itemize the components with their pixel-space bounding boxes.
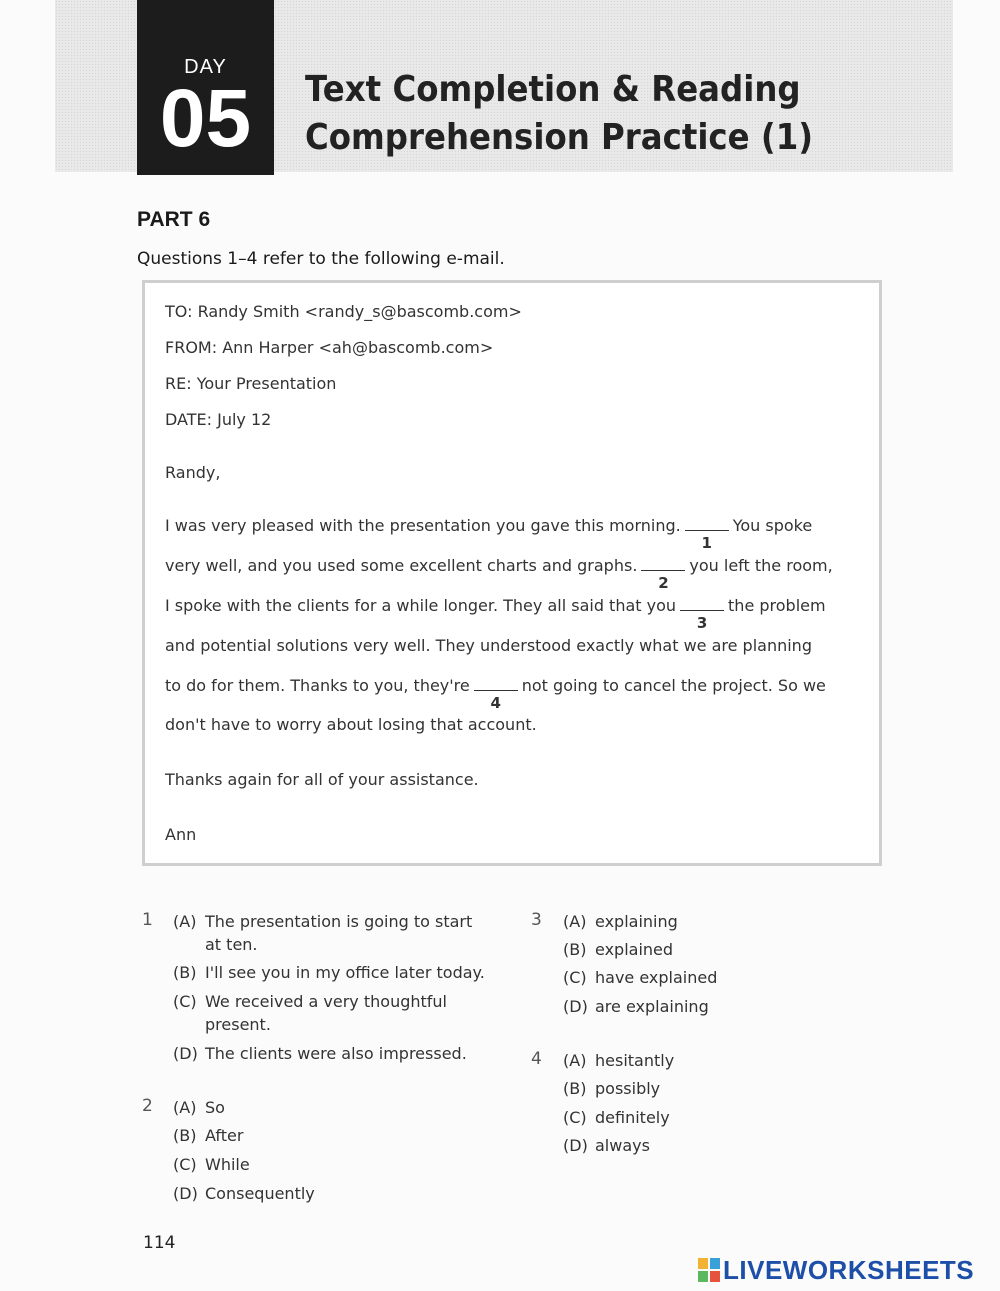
question-number: 1 <box>142 910 153 930</box>
body-text: the problem <box>728 596 826 615</box>
option-text: The clients were also impressed. <box>205 1044 467 1063</box>
email-body-line <box>165 556 833 592</box>
option-4c[interactable] <box>563 1106 670 1129</box>
option-text: I'll see you in my office later today. <box>205 963 485 982</box>
blank-number: 4 <box>490 694 501 712</box>
option-text: have explained <box>595 968 718 987</box>
body-text: not going to cancel the project. So we <box>521 676 826 695</box>
option-letter: (C) <box>563 968 587 987</box>
day-number: 05 <box>159 73 252 164</box>
email-body-line <box>165 676 826 712</box>
part-label: PART 6 <box>137 208 211 231</box>
option-text: hesitantly <box>595 1051 675 1070</box>
option-text: We received a very thoughtful <box>205 992 447 1011</box>
option-1d[interactable] <box>173 1042 467 1065</box>
option-1b[interactable] <box>173 961 485 984</box>
option-letter: (A) <box>173 1098 197 1117</box>
blank-4[interactable] <box>474 676 518 712</box>
blank-number: 2 <box>658 574 669 592</box>
body-text: I was very pleased with the presentation you gave this morning. <box>165 516 681 535</box>
email-from: FROM: Ann Harper <ah@bascomb.com> <box>165 338 494 357</box>
option-letter: (C) <box>563 1108 587 1127</box>
option-3a[interactable] <box>563 910 678 933</box>
option-2b[interactable] <box>173 1124 243 1147</box>
question-number: 2 <box>142 1096 153 1116</box>
email-body-line: and potential solutions very well. They understood exactly what we are planning <box>165 636 812 655</box>
email-to: TO: Randy Smith <randy_s@bascomb.com> <box>165 302 522 321</box>
option-letter: (D) <box>563 1136 588 1155</box>
option-text: After <box>205 1126 244 1145</box>
day-label: DAY <box>184 56 227 78</box>
option-text: The presentation is going to start <box>205 912 473 931</box>
email-body-line <box>165 596 826 632</box>
option-letter: (D) <box>173 1184 198 1203</box>
option-letter: (B) <box>563 940 587 959</box>
option-text: possibly <box>595 1079 661 1098</box>
instruction: Questions 1–4 refer to the following e-mail. <box>137 249 505 269</box>
option-3b[interactable] <box>563 938 673 961</box>
question-number: 3 <box>531 910 542 930</box>
option-letter: (C) <box>173 1155 197 1174</box>
option-text: explaining <box>595 912 678 931</box>
option-text: explained <box>595 940 674 959</box>
option-letter: (B) <box>173 1126 197 1145</box>
option-letter: (D) <box>563 997 588 1016</box>
option-letter: (A) <box>563 912 587 931</box>
option-1a[interactable] <box>173 910 472 933</box>
email-body-line <box>165 516 813 552</box>
option-4d[interactable] <box>563 1134 650 1157</box>
liveworksheets-logo-icon <box>698 1258 720 1282</box>
option-letter: (C) <box>173 992 197 1011</box>
option-text: are explaining <box>595 997 709 1016</box>
option-text: So <box>205 1098 225 1117</box>
email-signature: Ann <box>165 825 197 844</box>
option-letter: (D) <box>173 1044 198 1063</box>
title-line-1: Text Completion & Reading <box>305 69 801 110</box>
page-number: 114 <box>143 1233 176 1253</box>
option-1c-continued: present. <box>205 1015 271 1034</box>
option-1a-continued: at ten. <box>205 935 258 954</box>
option-3c[interactable] <box>563 966 717 989</box>
email-box <box>142 280 882 866</box>
body-text: You spoke <box>732 516 813 535</box>
email-greeting: Randy, <box>165 463 221 482</box>
question-number: 4 <box>531 1049 542 1069</box>
email-body-line: don't have to worry about losing that account. <box>165 715 537 734</box>
day-badge <box>137 0 274 175</box>
blank-2[interactable] <box>641 556 685 592</box>
option-letter: (A) <box>173 912 197 931</box>
option-1c[interactable] <box>173 990 447 1013</box>
email-closing: Thanks again for all of your assistance. <box>165 770 479 789</box>
page-title <box>305 66 881 162</box>
option-4a[interactable] <box>563 1049 674 1072</box>
option-2d[interactable] <box>173 1182 315 1205</box>
email-date: DATE: July 12 <box>165 410 272 429</box>
email-subject: RE: Your Presentation <box>165 374 337 393</box>
option-4b[interactable] <box>563 1077 660 1100</box>
option-letter: (B) <box>173 963 197 982</box>
blank-1[interactable] <box>685 516 729 552</box>
option-2c[interactable] <box>173 1153 250 1176</box>
option-text: Consequently <box>205 1184 315 1203</box>
option-letter: (B) <box>563 1079 587 1098</box>
title-line-2: Comprehension Practice (1) <box>305 117 814 158</box>
body-text: I spoke with the clients for a while longer. They all said that you <box>165 596 677 615</box>
option-text: definitely <box>595 1108 670 1127</box>
blank-number: 3 <box>696 614 708 632</box>
option-3d[interactable] <box>563 995 709 1018</box>
body-text: very well, and you used some excellent charts and graphs. <box>165 556 638 575</box>
body-text: you left the room, <box>689 556 833 575</box>
blank-number: 1 <box>701 534 712 552</box>
brand-name: LIVEWORKSHEETS <box>723 1255 975 1285</box>
option-2a[interactable] <box>173 1096 225 1119</box>
option-text: While <box>205 1155 250 1174</box>
body-text: to do for them. Thanks to you, they're <box>165 676 470 695</box>
option-text: always <box>595 1136 650 1155</box>
option-letter: (A) <box>563 1051 587 1070</box>
blank-3[interactable] <box>680 596 724 632</box>
